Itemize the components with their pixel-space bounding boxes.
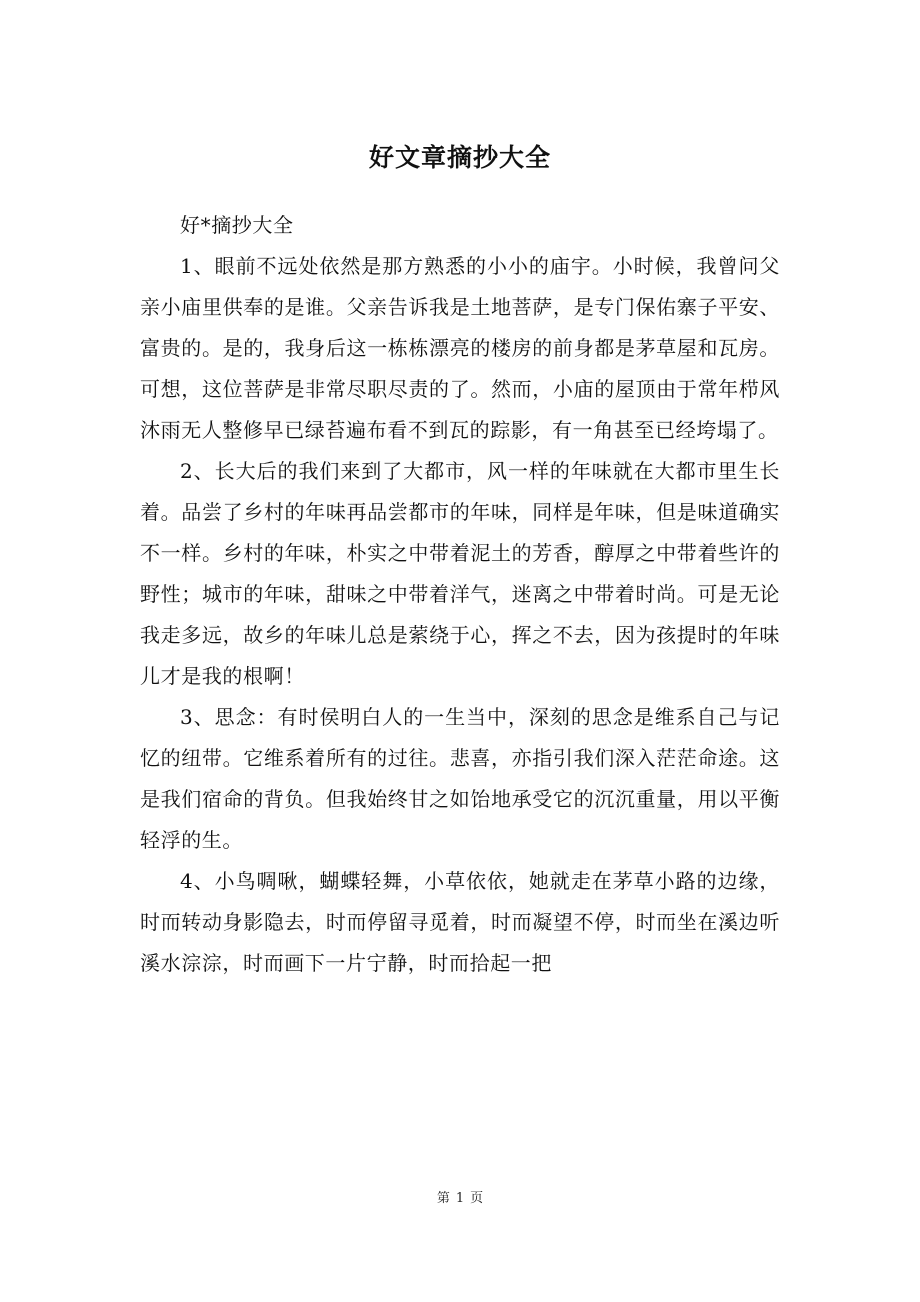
paragraph-4: 4、小鸟啁啾，蝴蝶轻舞，小草依依，她就走在茅草小路的边缘，时而转动身影隐去，时而停留寻觅着，时而凝望不停，时而坐在溪边听溪水淙淙，时而画下一片宁静，时而拾起一把 [140,869,780,975]
document-body [140,205,780,984]
page-number: 1 [455,1191,465,1206]
page-prefix: 第 [436,1191,450,1206]
paragraph-1: 1、眼前不远处依然是那方熟悉的小小的庙宇。小时候，我曾问父亲小庙里供奉的是谁。父亲告诉我是土地菩萨，是专门保佑寨子平安、富贵的。是的，我身后这一栋栋漂亮的楼房的前身都是茅草屋和瓦房。可想，这位菩萨是非常尽职尽责的了。然而，小庙的屋顶由于常年栉风沐雨无人整修早已绿苔遍布看不到瓦的踪影，有一角甚至已经垮塌了。 [140,254,780,442]
page-footer [0,1190,920,1208]
paragraph-3: 3、思念：有时侯明白人的一生当中，深刻的思念是维系自己与记忆的纽带。它维系着所有的过往。悲喜，亦指引我们深入茫茫命途。这是我们宿命的背负。但我始终甘之如饴地承受它的沉沉重量，用以平衡轻浮的生。 [140,705,780,852]
paragraph-2: 2、长大后的我们来到了大都市，风一样的年味就在大都市里生长着。品尝了乡村的年味再品尝都市的年味，同样是年味，但是味道确实不一样。乡村的年味，朴实之中带着泥土的芳香，醇厚之中带着些许的野性；城市的年味，甜味之中带着洋气，迷离之中带着时尚。可是无论我走多远，故乡的年味儿总是萦绕于心，挥之不去，因为孩提时的年味儿才是我的根啊！ [140,459,780,688]
paragraph-subtitle: 好*摘抄大全 [180,213,294,237]
document-title: 好文章摘抄大全 [368,143,551,172]
page-suffix: 页 [470,1191,484,1206]
